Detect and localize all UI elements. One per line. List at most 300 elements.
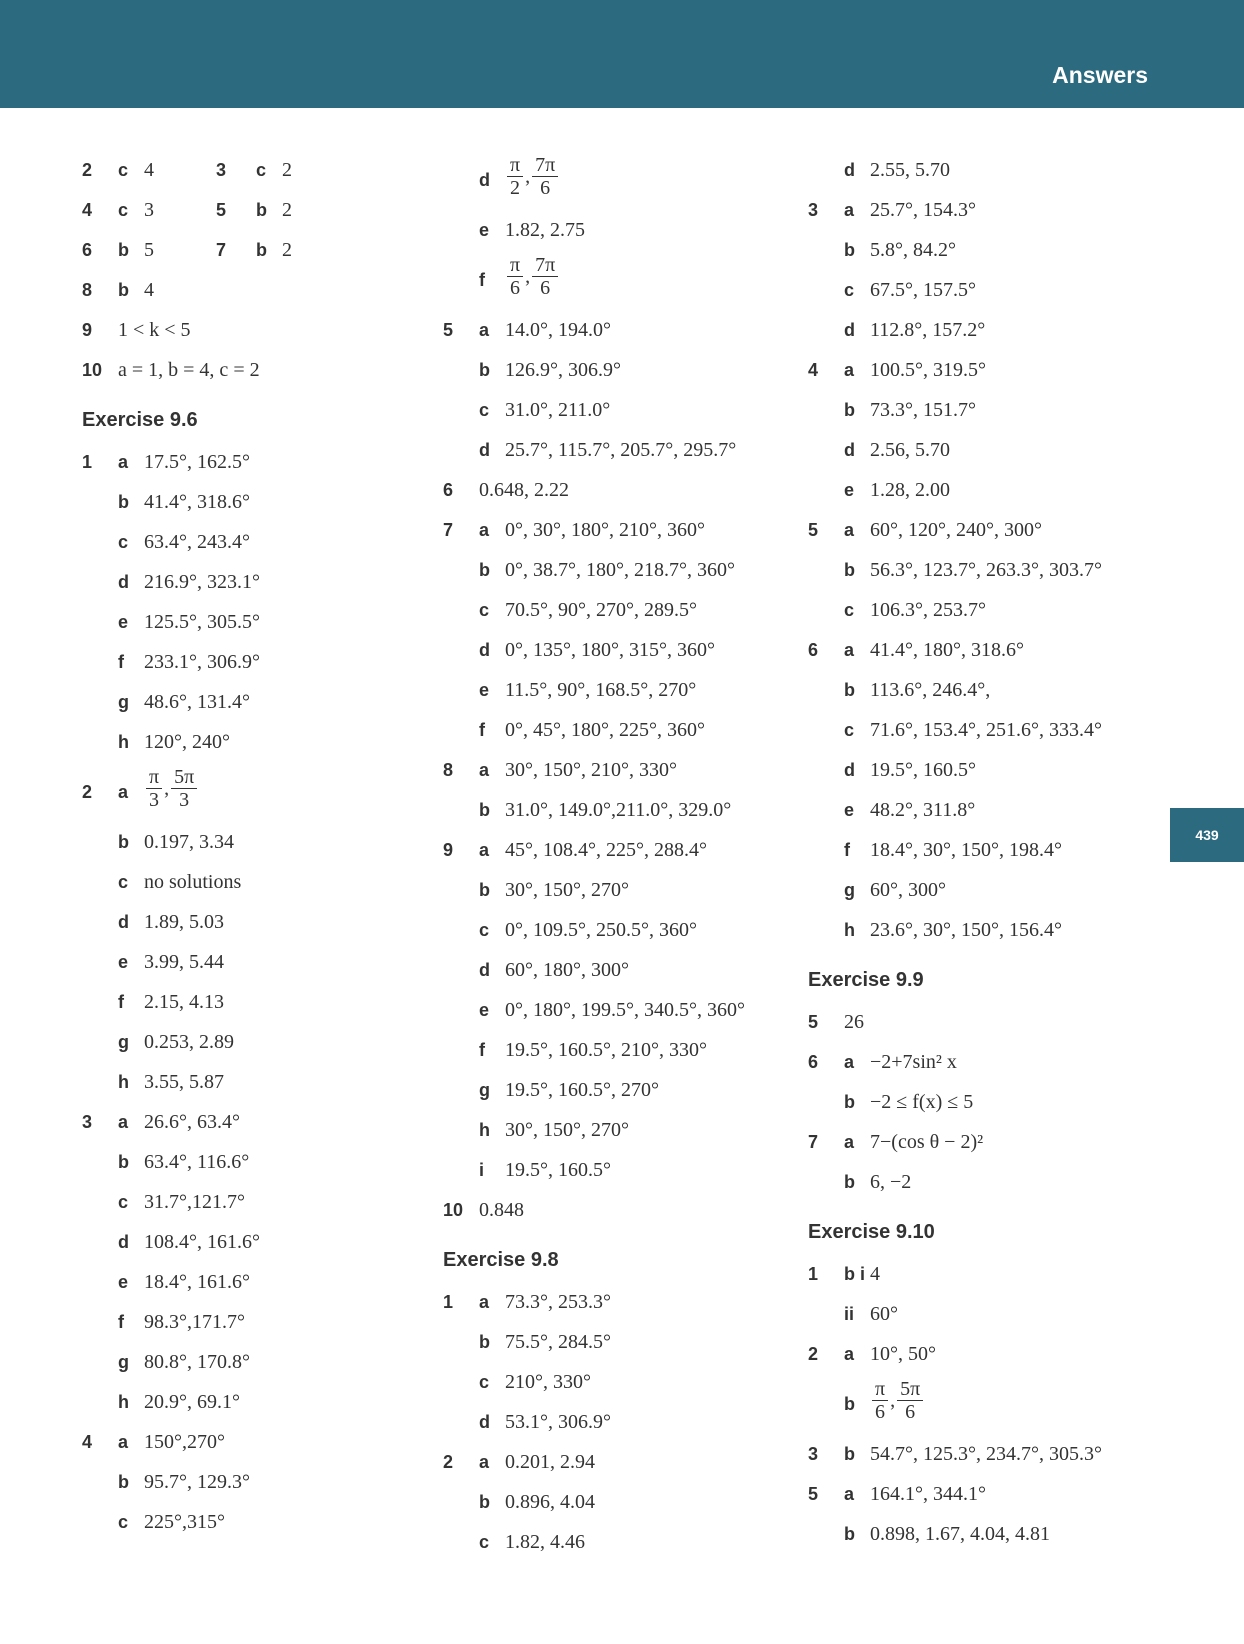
answer-item (443, 630, 803, 670)
separator: , (525, 265, 531, 288)
answer-item (82, 1102, 442, 1142)
answer-item (443, 1190, 803, 1230)
part-letter: h (118, 1072, 129, 1092)
answer-text: 54.7°, 125.3°, 234.7°, 305.3° (870, 1443, 1102, 1465)
answer-item (82, 942, 442, 982)
fraction (507, 254, 523, 299)
answer-text: −2+7sin² x (870, 1051, 957, 1073)
answer-text: 26.6°, 63.4° (144, 1111, 240, 1133)
answer-text: 0.201, 2.94 (505, 1451, 595, 1473)
exercise-heading: Exercise 9.10 (808, 1221, 935, 1243)
answer-item (443, 1110, 803, 1150)
part-letter: e (479, 680, 490, 700)
answer-text: no solutions (144, 871, 242, 893)
answer-text: 11.5°, 90°, 168.5°, 270° (505, 679, 697, 701)
part-letter: b (118, 492, 129, 512)
part-letter: b (844, 1444, 855, 1464)
answer-item (443, 350, 803, 390)
part-letter: c (844, 600, 855, 620)
part-letter: g (118, 1352, 129, 1372)
question-number: 9 (443, 840, 454, 860)
part-letter: e (118, 612, 129, 632)
part-letter: b (844, 1092, 855, 1112)
answer-item (82, 562, 442, 602)
answer-item (82, 1422, 442, 1462)
answer-item (443, 210, 803, 250)
answer-item (443, 1362, 803, 1402)
separator: , (890, 1389, 896, 1412)
part-letter: a (118, 1112, 129, 1132)
fraction (897, 1378, 923, 1423)
part-letter: c (118, 532, 129, 552)
answer-item (82, 1382, 442, 1422)
answer-text: 1.82, 2.75 (505, 219, 585, 241)
answer-item (443, 250, 803, 310)
answers-column-1 (82, 150, 442, 1542)
question-number: 6 (443, 480, 454, 500)
answer-item (82, 1022, 442, 1062)
answer-text: 0°, 45°, 180°, 225°, 360° (505, 719, 705, 741)
question-number: 7 (216, 240, 227, 260)
answer-text: 73.3°, 151.7° (870, 399, 976, 421)
answer-item (82, 902, 442, 942)
answer-item (443, 750, 803, 790)
answer-item (82, 722, 442, 762)
denominator: 6 (510, 277, 521, 299)
answer-text: 4 (870, 1263, 880, 1285)
part-letter: e (844, 800, 855, 820)
numerator: π (872, 1378, 888, 1401)
denominator: 6 (905, 1401, 916, 1423)
answer-item (443, 1322, 803, 1362)
part-letter: b (118, 1472, 129, 1492)
answer-item (443, 510, 803, 550)
answer-text: 19.5°, 160.5°, 210°, 330° (505, 1039, 707, 1061)
answers-column-3 (808, 150, 1168, 1554)
answer-item (82, 1462, 442, 1502)
question-number: 9 (82, 320, 93, 340)
answer-text: 56.3°, 123.7°, 263.3°, 303.7° (870, 559, 1102, 581)
part-letter: h (479, 1120, 490, 1140)
part-letter: h (118, 732, 129, 752)
part-letter: a (479, 760, 490, 780)
answer-item (443, 470, 803, 510)
question-number: 5 (216, 200, 227, 220)
answer-item (82, 1222, 442, 1262)
question-number: 8 (443, 760, 454, 780)
answer-text: 31.0°, 211.0° (505, 399, 611, 421)
answer-text: 1 < k < 5 (118, 319, 191, 341)
part-letter: b (118, 1152, 129, 1172)
question-number: 2 (82, 782, 93, 802)
part-letter: c (479, 400, 490, 420)
part-letter: f (118, 992, 124, 1012)
answer-text: 0°, 109.5°, 250.5°, 360° (505, 919, 697, 941)
answer-item (808, 670, 1168, 710)
question-number: 2 (443, 1452, 454, 1472)
answer-text: 19.5°, 160.5°, 270° (505, 1079, 659, 1101)
part-letter: e (479, 220, 490, 240)
question-number: 1 (443, 1292, 454, 1312)
answer-item (82, 350, 442, 390)
fraction-answer (505, 254, 560, 299)
question-number: 3 (82, 1112, 93, 1132)
answer-text: 60°, 180°, 300° (505, 959, 629, 981)
part-letter: a (118, 452, 129, 472)
part-letter: a (479, 840, 490, 860)
part-letter: a (844, 360, 855, 380)
answer-item (82, 1502, 442, 1542)
question-number: 4 (82, 200, 93, 220)
part-letter: d (118, 1232, 129, 1252)
part-letter: h (844, 920, 855, 940)
part-letter: a (844, 1344, 855, 1364)
part-letter: b (256, 240, 267, 260)
answer-item (808, 1294, 1168, 1334)
answer-text: 2 (282, 199, 292, 221)
answer-item (808, 270, 1168, 310)
answer-item (82, 1342, 442, 1382)
fraction-answer (870, 1378, 925, 1423)
answer-text: 210°, 330° (505, 1371, 591, 1393)
answer-item (808, 630, 1168, 670)
part-letter: c (256, 160, 267, 180)
question-number: 4 (82, 1432, 93, 1452)
answer-text: 0°, 30°, 180°, 210°, 360° (505, 519, 705, 541)
answer-text: 14.0°, 194.0° (505, 319, 611, 341)
part-letter: b (118, 240, 129, 260)
part-letter: a (118, 1432, 129, 1452)
answer-text: 126.9°, 306.9° (505, 359, 621, 381)
answer-item (808, 1042, 1168, 1082)
answer-text: 0°, 38.7°, 180°, 218.7°, 360° (505, 559, 735, 581)
answer-text: 30°, 150°, 270° (505, 879, 629, 901)
answer-text: 23.6°, 30°, 150°, 156.4° (870, 919, 1062, 941)
answer-item (808, 1514, 1168, 1554)
answer-item (82, 230, 442, 270)
answer-item (82, 150, 442, 190)
part-letter: h (118, 1392, 129, 1412)
answer-text: 63.4°, 116.6° (144, 1151, 250, 1173)
part-letter: c (118, 872, 129, 892)
answer-item (808, 1162, 1168, 1202)
answer-item (443, 910, 803, 950)
answer-item (82, 1182, 442, 1222)
answer-text: 19.5°, 160.5° (505, 1159, 611, 1181)
part-letter: e (844, 480, 855, 500)
answer-item (82, 270, 442, 310)
question-number: 7 (808, 1132, 819, 1152)
answer-item (443, 830, 803, 870)
answer-item (443, 390, 803, 430)
answer-item (808, 190, 1168, 230)
part-letter: f (118, 1312, 124, 1332)
answer-text: 26 (844, 1011, 864, 1033)
fraction (171, 766, 197, 811)
answer-item (808, 230, 1168, 270)
part-letter: a (844, 1132, 855, 1152)
part-letter: b (479, 880, 490, 900)
answer-text: 113.6°, 246.4°, (870, 679, 991, 701)
part-letter: b (844, 560, 855, 580)
part-letter: f (479, 1040, 485, 1060)
question-number: 2 (82, 160, 93, 180)
answer-text: 3 (144, 199, 154, 221)
answer-item (443, 990, 803, 1030)
part-letter: d (844, 440, 855, 460)
numerator: 5π (897, 1378, 923, 1401)
part-letter: b (479, 1492, 490, 1512)
answer-item (443, 590, 803, 630)
part-letter: b (844, 400, 855, 420)
part-letter: b (844, 1524, 855, 1544)
answer-item (808, 550, 1168, 590)
answer-text: 53.1°, 306.9° (505, 1411, 611, 1433)
question-number: 5 (808, 1484, 819, 1504)
question-number: 8 (82, 280, 93, 300)
part-letter: c (479, 920, 490, 940)
answer-text: 2 (282, 159, 292, 181)
part-letter: b (479, 800, 490, 820)
part-letter: c (118, 160, 129, 180)
answer-item (82, 762, 442, 822)
part-letter: d (479, 960, 490, 980)
part-letter: c (479, 1372, 490, 1392)
answer-text: 60°, 300° (870, 879, 946, 901)
answer-text: 80.8°, 170.8° (144, 1351, 250, 1373)
answer-item (443, 1522, 803, 1562)
fraction-answer (144, 766, 199, 811)
answer-text: 4 (144, 159, 154, 181)
part-letter: c (479, 600, 490, 620)
answer-item (808, 1334, 1168, 1374)
separator: , (525, 165, 531, 188)
answer-text: a = 1, b = 4, c = 2 (118, 359, 260, 381)
answer-text: 2.55, 5.70 (870, 159, 950, 181)
part-letter: a (118, 782, 129, 802)
answer-item (808, 750, 1168, 790)
part-letter: c (844, 280, 855, 300)
part-letter: c (479, 1532, 490, 1552)
part-letter: a (479, 1292, 490, 1312)
answer-item (82, 862, 442, 902)
answer-text: 0°, 180°, 199.5°, 340.5°, 360° (505, 999, 745, 1021)
part-letter: a (479, 1452, 490, 1472)
answer-text: 225°,315° (144, 1511, 225, 1533)
answer-text: 0°, 135°, 180°, 315°, 360° (505, 639, 715, 661)
answer-text: 125.5°, 305.5° (144, 611, 260, 633)
part-letter: f (479, 720, 485, 740)
part-letter: b (118, 280, 129, 300)
answer-item (808, 710, 1168, 750)
fraction (532, 254, 558, 299)
part-letter: e (118, 952, 129, 972)
answer-text: 3.55, 5.87 (144, 1071, 224, 1093)
answer-text: 48.6°, 131.4° (144, 691, 250, 713)
answer-text: 71.6°, 153.4°, 251.6°, 333.4° (870, 719, 1102, 741)
answer-item (808, 430, 1168, 470)
part-letter: c (118, 200, 129, 220)
answer-text: 2.56, 5.70 (870, 439, 950, 461)
part-letter: c (118, 1192, 129, 1212)
part-letter: f (479, 270, 485, 290)
answer-item (808, 390, 1168, 430)
part-letter: b (479, 360, 490, 380)
answer-item (82, 522, 442, 562)
answer-text: 95.7°, 129.3° (144, 1471, 250, 1493)
part-letter: g (844, 880, 855, 900)
answer-item (443, 1482, 803, 1522)
answer-text: 0.848 (479, 1199, 524, 1221)
answer-text: 120°, 240° (144, 731, 230, 753)
answer-item (808, 590, 1168, 630)
answer-text: 1.28, 2.00 (870, 479, 950, 501)
answer-item (808, 830, 1168, 870)
numerator: 7π (532, 254, 558, 277)
answer-text: 73.3°, 253.3° (505, 1291, 611, 1313)
answer-text: 1.89, 5.03 (144, 911, 224, 933)
answer-item (443, 1442, 803, 1482)
part-letter: c (844, 720, 855, 740)
answer-item (82, 642, 442, 682)
page-number-tab: 439 (1170, 808, 1244, 862)
answer-item (808, 1434, 1168, 1474)
denominator: 6 (875, 1401, 886, 1423)
part-letter: g (118, 1032, 129, 1052)
answer-item (443, 1070, 803, 1110)
answer-item (443, 310, 803, 350)
answer-item (808, 910, 1168, 950)
answer-text: 0.197, 3.34 (144, 831, 234, 853)
part-letter: a (844, 1484, 855, 1504)
numerator: π (507, 254, 523, 277)
part-letter: d (844, 320, 855, 340)
answer-item (808, 1474, 1168, 1514)
exercise-heading: Exercise 9.9 (808, 969, 924, 991)
part-letter: a (844, 520, 855, 540)
part-letter: f (118, 652, 124, 672)
answer-item (808, 790, 1168, 830)
part-letter: b (844, 1394, 855, 1414)
answer-item (443, 430, 803, 470)
fraction-answer (505, 154, 560, 199)
part-letter: e (118, 1272, 129, 1292)
part-letter: d (479, 640, 490, 660)
part-letter: b (479, 560, 490, 580)
answer-item (82, 822, 442, 862)
answer-item (443, 870, 803, 910)
answer-text: 17.5°, 162.5° (144, 451, 250, 473)
answer-text: 164.1°, 344.1° (870, 1483, 986, 1505)
part-letter: e (479, 1000, 490, 1020)
part-letter: c (118, 1512, 129, 1532)
part-letter: b (844, 680, 855, 700)
answer-text: 0.898, 1.67, 4.04, 4.81 (870, 1523, 1050, 1545)
answer-item (808, 1254, 1168, 1294)
question-number: 3 (808, 200, 819, 220)
answer-item (808, 470, 1168, 510)
question-number: 5 (443, 320, 454, 340)
part-letter: f (844, 840, 850, 860)
answer-text: 31.0°, 149.0°,211.0°, 329.0° (505, 799, 732, 821)
answer-item (82, 1142, 442, 1182)
answer-item (82, 1262, 442, 1302)
answer-item (443, 710, 803, 750)
question-number: 1 (808, 1264, 819, 1284)
question-number: 6 (808, 640, 819, 660)
answer-text: 25.7°, 154.3° (870, 199, 976, 221)
numerator: 5π (171, 766, 197, 789)
part-letter: g (479, 1080, 490, 1100)
part-letter: a (844, 640, 855, 660)
question-number: 10 (443, 1200, 464, 1220)
answer-item (443, 150, 803, 210)
answer-item (443, 1150, 803, 1190)
header-bar (0, 0, 1244, 108)
answer-item (808, 150, 1168, 190)
answer-item (443, 550, 803, 590)
answer-text: 30°, 150°, 270° (505, 1119, 629, 1141)
fraction (507, 154, 523, 199)
fraction (532, 154, 558, 199)
answer-item (808, 1122, 1168, 1162)
part-letter: d (118, 572, 129, 592)
exercise-heading: Exercise 9.8 (443, 1249, 559, 1271)
page-title: Answers (1052, 62, 1148, 88)
answer-text: 0.253, 2.89 (144, 1031, 234, 1053)
answer-text: 3.99, 5.44 (144, 951, 224, 973)
answer-text: 60° (870, 1303, 898, 1325)
part-letter: ii (844, 1304, 855, 1324)
part-letter: d (118, 912, 129, 932)
question-number: 1 (82, 452, 93, 472)
answer-text: 98.3°,171.7° (144, 1311, 245, 1333)
answer-item (808, 310, 1168, 350)
part-letter: b i (844, 1264, 865, 1284)
part-letter: b (844, 240, 855, 260)
question-number: 7 (443, 520, 454, 540)
answer-item (443, 1402, 803, 1442)
answer-item (443, 1282, 803, 1322)
numerator: 7π (532, 154, 558, 177)
part-letter: b (844, 1172, 855, 1192)
part-letter: b (479, 1332, 490, 1352)
answer-text: 10°, 50° (870, 1343, 936, 1365)
part-letter: a (844, 200, 855, 220)
answer-text: 112.8°, 157.2° (870, 319, 986, 341)
answer-text: 70.5°, 90°, 270°, 289.5° (505, 599, 697, 621)
answer-text: 216.9°, 323.1° (144, 571, 260, 593)
separator: , (164, 777, 170, 800)
answer-text: 25.7°, 115.7°, 205.7°, 295.7° (505, 439, 737, 461)
answer-item (82, 442, 442, 482)
answer-text: 31.7°,121.7° (144, 1191, 245, 1213)
part-letter: d (479, 440, 490, 460)
answer-item (808, 1374, 1168, 1434)
denominator: 3 (179, 789, 190, 811)
answer-text: 4 (144, 279, 154, 301)
question-number: 5 (808, 1012, 819, 1032)
answer-item (82, 190, 442, 230)
answer-item (808, 870, 1168, 910)
denominator: 6 (540, 177, 551, 199)
question-number: 3 (216, 160, 227, 180)
answers-column-2 (443, 150, 803, 1562)
answer-text: 1.82, 4.46 (505, 1531, 585, 1553)
question-number: 3 (808, 1444, 819, 1464)
exercise-heading: Exercise 9.6 (82, 409, 198, 431)
answer-text: 30°, 150°, 210°, 330° (505, 759, 677, 781)
